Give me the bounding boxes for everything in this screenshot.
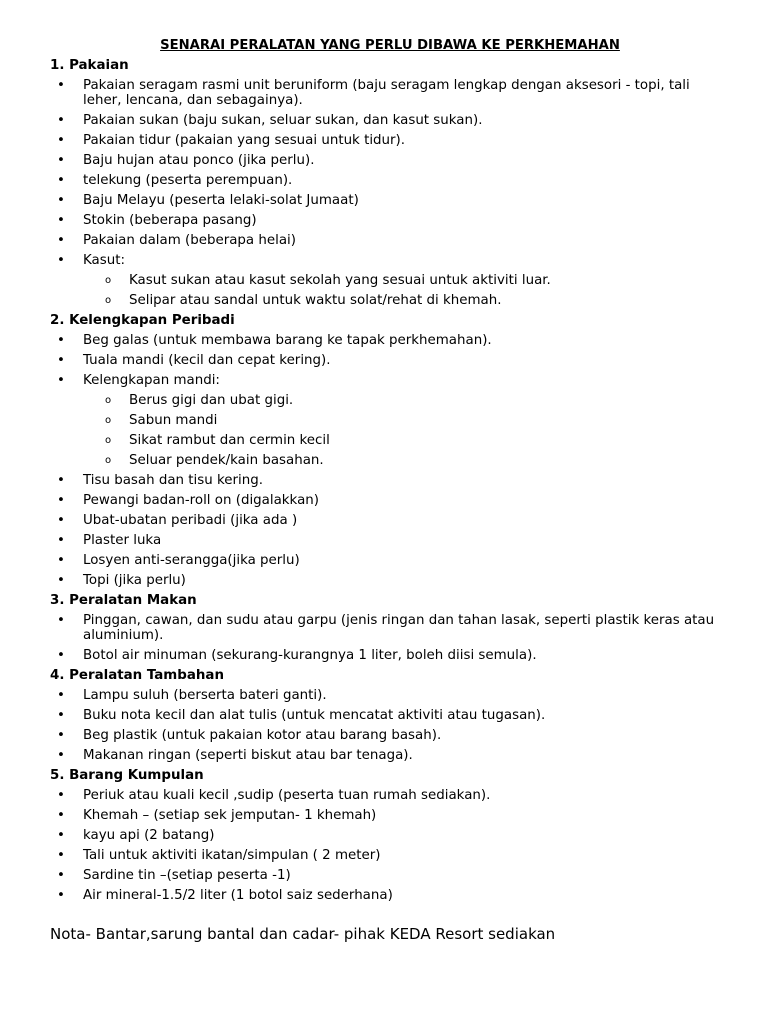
list-item [0, 251, 768, 271]
bullet: • [57, 888, 65, 903]
section-list-kelengkapan-peribadi-cont [0, 471, 768, 591]
section-heading-pakaian: 1. Pakaian [50, 58, 129, 73]
list-item-text: Pakaian sukan (baju sukan, seluar sukan, dan kasut sukan). [83, 113, 483, 128]
sub-list-item [0, 291, 768, 311]
bullet: • [57, 728, 65, 743]
bullet: • [57, 78, 65, 93]
list-item-text: Air mineral-1.5/2 liter (1 botol saiz sederhana) [83, 888, 393, 903]
list-item-text: Ubat-ubatan peribadi (jika ada ) [83, 513, 298, 528]
bullet: • [57, 493, 65, 508]
bullet: • [57, 828, 65, 843]
list-item-text: telekung (peserta perempuan). [83, 173, 293, 188]
list-item [0, 866, 768, 886]
sub-bullet: o [105, 415, 112, 426]
list-item [0, 611, 768, 646]
list-item-text: Lampu suluh (berserta bateri ganti). [83, 688, 327, 703]
bullet: • [57, 173, 65, 188]
list-item-text: Pewangi badan-roll on (digalakkan) [83, 493, 319, 508]
list-item [0, 371, 768, 391]
list-item [0, 351, 768, 371]
sub-list-item-text: Seluar pendek/kain basahan. [129, 453, 324, 468]
bullet: • [57, 868, 65, 883]
sub-list-item [0, 391, 768, 411]
list-item-text: Sardine tin –(setiap peserta -1) [83, 868, 291, 883]
section-list-kelengkapan-peribadi [0, 331, 768, 391]
bullet: • [57, 373, 65, 388]
list-item-text: Khemah – (setiap sek jemputan- 1 khemah) [83, 808, 377, 823]
footer-note: Nota- Bantar,sarung bantal dan cadar- pihak KEDA Resort sediakan [50, 925, 556, 943]
list-item [0, 746, 768, 766]
section-heading-peralatan-tambahan: 4. Peralatan Tambahan [50, 668, 224, 683]
list-item [0, 211, 768, 231]
list-item-text: Tisu basah dan tisu kering. [83, 473, 263, 488]
sub-bullet: o [105, 275, 112, 286]
list-item-text: Pakaian seragam rasmi unit beruniform (baju seragam lengkap dengan aksesori - topi, tali leher, lencana, dan sebagainya). [83, 78, 690, 108]
bullet: • [57, 553, 65, 568]
sub-bullet: o [105, 295, 112, 306]
list-item [0, 111, 768, 131]
list-item-text: Tuala mandi (kecil dan cepat kering). [83, 353, 331, 368]
sub-list-item [0, 431, 768, 451]
document-title: SENARAI PERALATAN YANG PERLU DIBAWA KE PERKHEMAHAN [160, 38, 620, 53]
list-item-text: Topi (jika perlu) [83, 573, 186, 588]
bullet: • [57, 848, 65, 863]
list-item-text: Kelengkapan mandi: [83, 373, 220, 388]
section-heading-kelengkapan-peribadi: 2. Kelengkapan Peribadi [50, 313, 235, 328]
bullet: • [57, 333, 65, 348]
list-item [0, 571, 768, 591]
bullet: • [57, 353, 65, 368]
bullet: • [57, 153, 65, 168]
list-item [0, 76, 768, 111]
sub-list-item-text: Selipar atau sandal untuk waktu solat/rehat di khemah. [129, 293, 502, 308]
sub-list-item [0, 411, 768, 431]
list-item [0, 171, 768, 191]
list-item [0, 331, 768, 351]
sub-bullet: o [105, 435, 112, 446]
sub-list-item [0, 271, 768, 291]
list-item [0, 686, 768, 706]
bullet: • [57, 253, 65, 268]
list-item-text: Pakaian tidur (pakaian yang sesuai untuk tidur). [83, 133, 406, 148]
list-item [0, 786, 768, 806]
bullet: • [57, 213, 65, 228]
bullet: • [57, 133, 65, 148]
list-item [0, 511, 768, 531]
sub-bullet: o [105, 395, 112, 406]
list-item [0, 531, 768, 551]
bullet: • [57, 193, 65, 208]
section-list-peralatan-makan [0, 611, 768, 666]
document-content [0, 56, 768, 906]
section-list-barang-kumpulan [0, 786, 768, 906]
sub-bullet: o [105, 455, 112, 466]
section-heading-barang-kumpulan: 5. Barang Kumpulan [50, 768, 204, 783]
list-item [0, 826, 768, 846]
list-item-text: Losyen anti-serangga(jika perlu) [83, 553, 300, 568]
list-item-text: Makanan ringan (seperti biskut atau bar tenaga). [83, 748, 413, 763]
list-item [0, 886, 768, 906]
list-item [0, 726, 768, 746]
list-item-text: kayu api (2 batang) [83, 828, 215, 843]
list-item-text: Plaster luka [83, 533, 162, 548]
list-item-text: Botol air minuman (sekurang-kurangnya 1 liter, boleh diisi semula). [83, 648, 537, 663]
bullet: • [57, 533, 65, 548]
sub-list-kasut [0, 271, 768, 311]
list-item-text: Beg plastik (untuk pakaian kotor atau barang basah). [83, 728, 442, 743]
bullet: • [57, 473, 65, 488]
bullet: • [57, 113, 65, 128]
list-item-text: Pakaian dalam (beberapa helai) [83, 233, 296, 248]
list-item-text: Beg galas (untuk membawa barang ke tapak perkhemahan). [83, 333, 492, 348]
list-item-text: Tali untuk aktiviti ikatan/simpulan ( 2 meter) [83, 848, 381, 863]
section-heading-peralatan-makan: 3. Peralatan Makan [50, 593, 197, 608]
sub-list-item-text: Sabun mandi [129, 413, 218, 428]
list-item [0, 491, 768, 511]
list-item [0, 231, 768, 251]
list-item-text: Baju hujan atau ponco (jika perlu). [83, 153, 315, 168]
bullet: • [57, 708, 65, 723]
bullet: • [57, 233, 65, 248]
bullet: • [57, 808, 65, 823]
bullet: • [57, 613, 65, 628]
bullet: • [57, 513, 65, 528]
sub-list-item-text: Kasut sukan atau kasut sekolah yang sesuai untuk aktiviti luar. [129, 273, 551, 288]
list-item-text: Stokin (beberapa pasang) [83, 213, 257, 228]
section-list-pakaian [0, 76, 768, 271]
bullet: • [57, 748, 65, 763]
list-item-text: Periuk atau kuali kecil ,sudip (peserta tuan rumah sediakan). [83, 788, 491, 803]
bullet: • [57, 648, 65, 663]
sub-list-item-text: Sikat rambut dan cermin kecil [129, 433, 330, 448]
list-item [0, 471, 768, 491]
list-item [0, 646, 768, 666]
list-item [0, 846, 768, 866]
list-item [0, 131, 768, 151]
list-item-text: Baju Melayu (peserta lelaki-solat Jumaat) [83, 193, 359, 208]
list-item [0, 551, 768, 571]
sub-list-item [0, 451, 768, 471]
bullet: • [57, 688, 65, 703]
list-item [0, 151, 768, 171]
list-item [0, 706, 768, 726]
list-item-text: Buku nota kecil dan alat tulis (untuk mencatat aktiviti atau tugasan). [83, 708, 546, 723]
list-item [0, 806, 768, 826]
sub-list-kelengkapan-mandi [0, 391, 768, 471]
bullet: • [57, 573, 65, 588]
list-item-text: Kasut: [83, 253, 125, 268]
section-list-peralatan-tambahan [0, 686, 768, 766]
list-item [0, 191, 768, 211]
bullet: • [57, 788, 65, 803]
sub-list-item-text: Berus gigi dan ubat gigi. [129, 393, 294, 408]
list-item-text: Pinggan, cawan, dan sudu atau garpu (jenis ringan dan tahan lasak, seperti plastik keras atau aluminium). [83, 613, 715, 643]
